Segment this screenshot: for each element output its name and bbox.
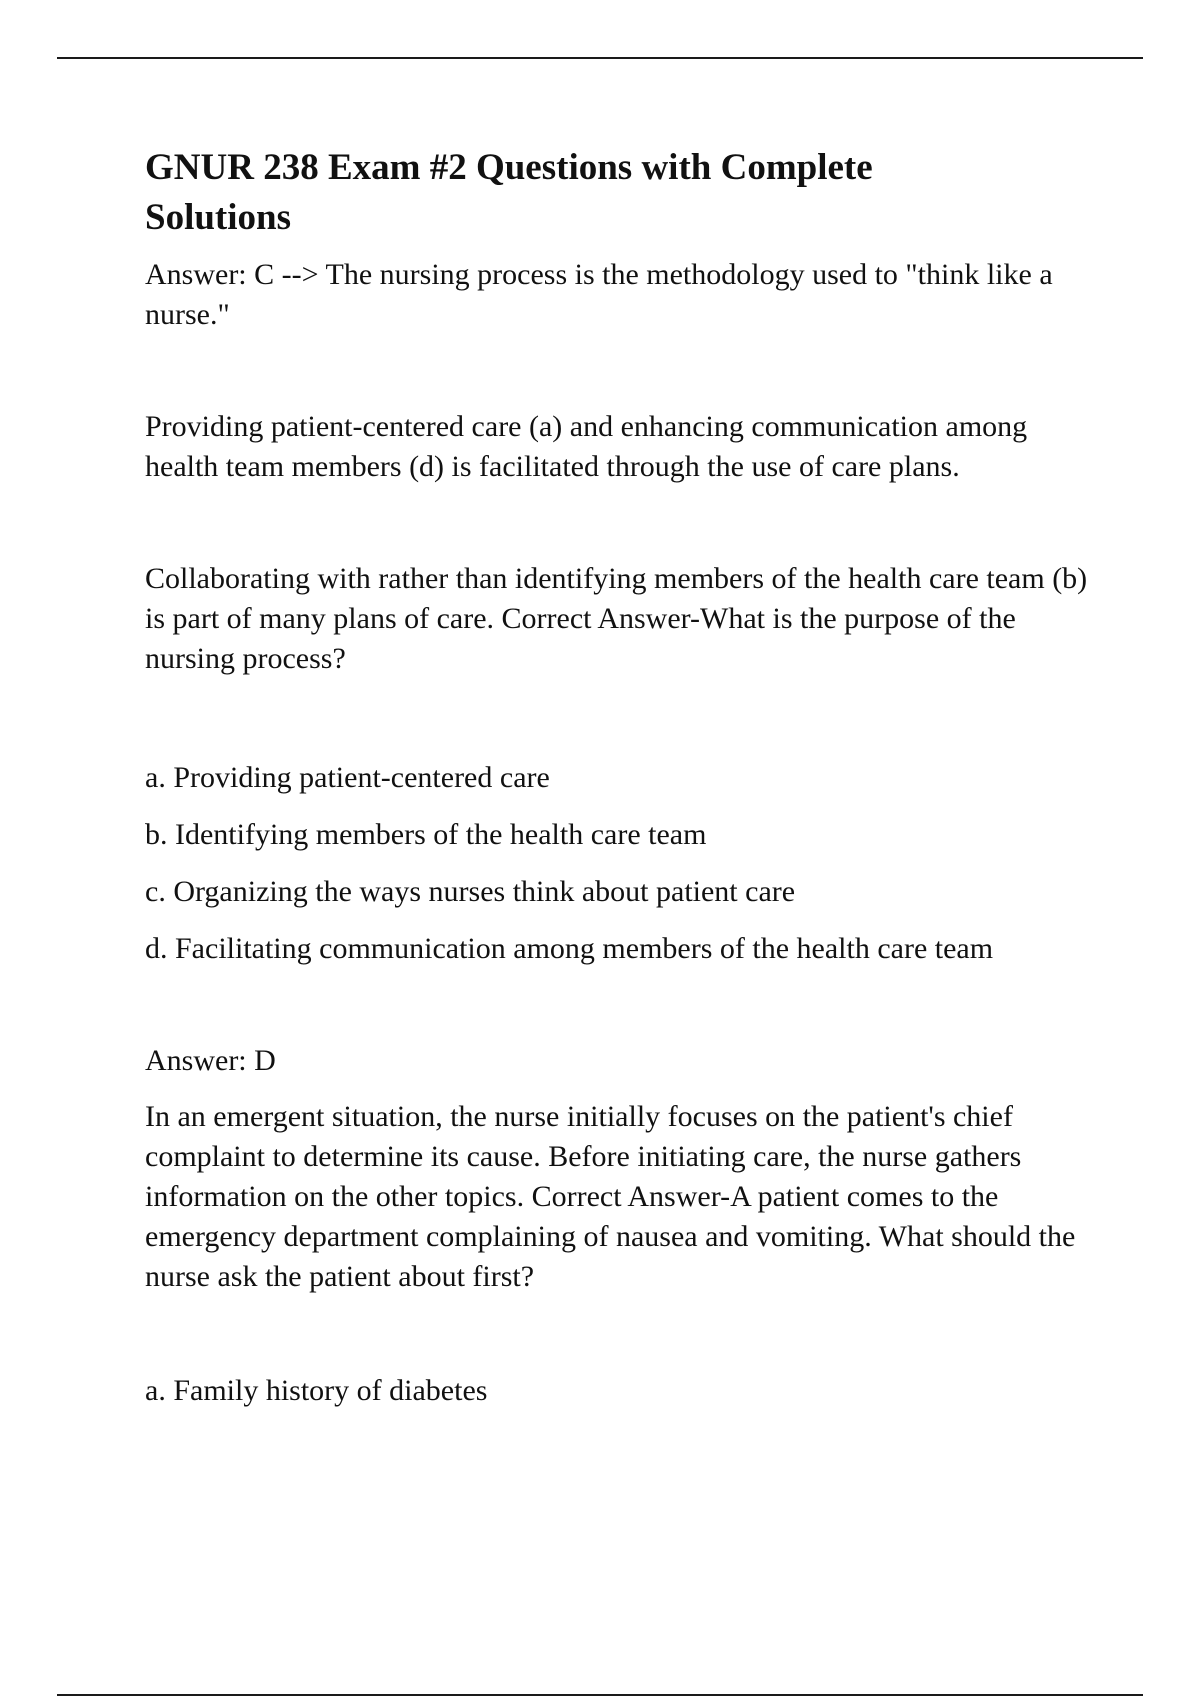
question-paragraph: Collaborating with rather than identifying members of the health care team (b) is part of many plans of care. Correct Answer-What is the purpose of the nursing process? xyxy=(145,562,1088,675)
top-divider xyxy=(57,57,1143,59)
options-list xyxy=(145,758,1095,969)
option-item: a. Providing patient-centered care xyxy=(145,761,550,794)
document-title: GNUR 238 Exam #2 Questions with Complete Solutions xyxy=(145,147,873,238)
document-body xyxy=(145,143,1095,1411)
option-item: d. Facilitating communication among members of the health care team xyxy=(145,932,994,965)
rationale-question-paragraph: In an emergent situation, the nurse initially focuses on the patient's chief complaint to determine its cause. Before initiating care, the nurse gathers information on the other topics. Correct Answer-A patient comes to the emergency department complaining of nausea and vomiting. What should the nurse ask the patient about first? xyxy=(145,1100,1076,1293)
option-item: a. Family history of diabetes xyxy=(145,1374,488,1407)
option-item: c. Organizing the ways nurses think about patient care xyxy=(145,875,796,908)
answer-explanation-paragraph: Answer: C --> The nursing process is the methodology used to "think like a nurse." xyxy=(145,258,1053,331)
bottom-divider xyxy=(57,1694,1143,1696)
rationale-paragraph: Providing patient-centered care (a) and enhancing communication among health team members (d) is facilitated through the use of care plans. xyxy=(145,410,1028,483)
option-item: b. Identifying members of the health care team xyxy=(145,818,707,851)
options-list xyxy=(145,1371,1095,1411)
answer-label: Answer: D xyxy=(145,1044,276,1077)
